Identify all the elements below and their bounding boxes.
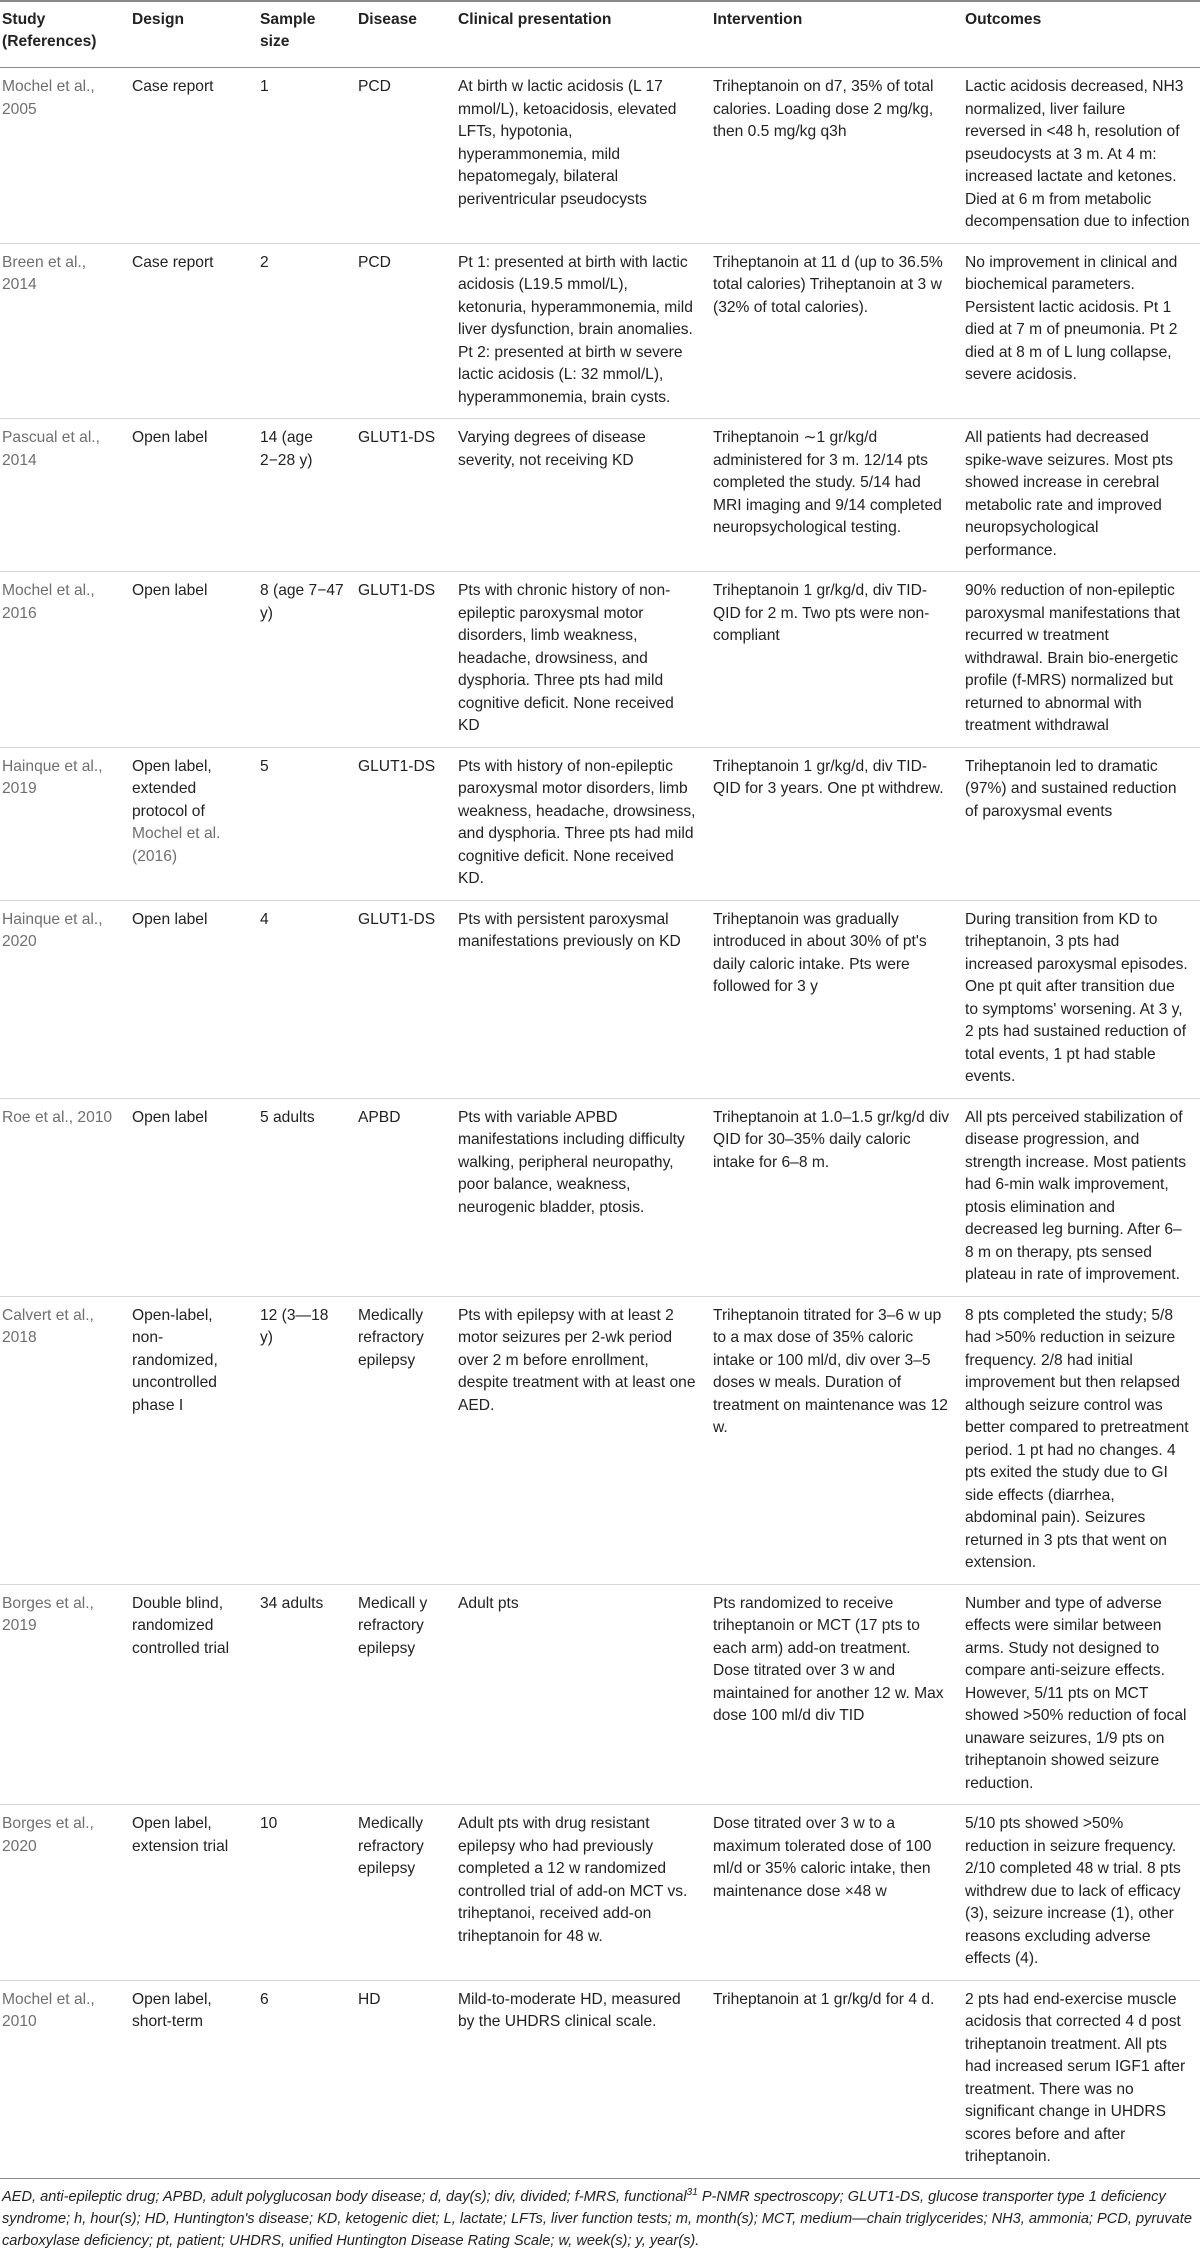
study-design — [128, 747, 256, 900]
clinical-presentation: Pt 1: presented at birth with lactic acidosis (L19.5 mmol/L), ketonuria, hyperammonemia, mild liver dysfunction, brain anomalies. Pt 2: presented at birth w severe lactic acidosis (L: 32 mmol/L), hyperammonemia, brain cysts. — [454, 243, 709, 419]
disease: Medically refractory epilepsy — [354, 1296, 454, 1584]
disease: Medically refractory epilepsy — [354, 1805, 454, 1981]
study-design: Open label — [128, 419, 256, 572]
study-reference[interactable]: Mochel et al., 2010 — [0, 1980, 128, 2178]
study-reference[interactable]: Hainque et al., 2019 — [0, 747, 128, 900]
table-footnote — [0, 2179, 1200, 2252]
sample-size: 1 — [256, 68, 354, 244]
table-row — [0, 1296, 1200, 1584]
header-disease: Disease — [354, 1, 454, 68]
table-row — [0, 1098, 1200, 1296]
intervention: Triheptanoin on d7, 35% of total calories. Loading dose 2 mg/kg, then 0.5 mg/kg q3h — [709, 68, 961, 244]
table-header-row — [0, 1, 1200, 68]
sample-size: 14 (age 2−28 y) — [256, 419, 354, 572]
header-outcomes: Outcomes — [961, 1, 1200, 68]
table-row — [0, 1805, 1200, 1981]
sample-size: 5 — [256, 747, 354, 900]
study-design: Open label — [128, 572, 256, 748]
sample-size: 5 adults — [256, 1098, 354, 1296]
disease: GLUT1-DS — [354, 572, 454, 748]
disease: GLUT1-DS — [354, 419, 454, 572]
header-clinical-presentation: Clinical presentation — [454, 1, 709, 68]
study-design: Double blind, randomized controlled trial — [128, 1584, 256, 1805]
outcomes: 90% reduction of non-epileptic paroxysmal manifestations that recurred w treatment withdrawal. Brain bio-energetic profile (f-MRS) normalized but returned to abnormal with treatment withdrawal — [961, 572, 1200, 748]
clinical-presentation: Pts with persistent paroxysmal manifestations previously on KD — [454, 900, 709, 1098]
footnote-text-start: AED, anti-epileptic drug; APBD, adult polyglucosan body disease; d, day(s); div, divided; f-MRS, functional — [2, 2188, 687, 2205]
header-study: Study (References) — [0, 1, 128, 68]
disease: PCD — [354, 243, 454, 419]
disease: GLUT1-DS — [354, 900, 454, 1098]
study-design: Open label — [128, 1098, 256, 1296]
intervention: Triheptanoin at 1.0–1.5 gr/kg/d div QID for 30–35% daily caloric intake for 6–8 m. — [709, 1098, 961, 1296]
intervention: Triheptanoin at 11 d (up to 36.5% total calories) Triheptanoin at 3 w (32% of total calories). — [709, 243, 961, 419]
sample-size: 4 — [256, 900, 354, 1098]
intervention: Triheptanoin 1 gr/kg/d, div TID-QID for 3 years. One pt withdrew. — [709, 747, 961, 900]
outcomes: All patients had decreased spike-wave seizures. Most pts showed increase in cerebral metabolic rate and improved neuropsychological performance. — [961, 419, 1200, 572]
clinical-presentation: Adult pts — [454, 1584, 709, 1805]
study-design: Open label, short-term — [128, 1980, 256, 2178]
study-reference[interactable]: Hainque et al., 2020 — [0, 900, 128, 1098]
intervention: Dose titrated over 3 w to a maximum tolerated dose of 100 ml/d or 35% caloric intake, then maintenance dose ×48 w — [709, 1805, 961, 1981]
study-design: Open label — [128, 900, 256, 1098]
outcomes: 5/10 pts showed >50% reduction in seizure frequency. 2/10 completed 48 w trial. 8 pts withdrew due to lack of efficacy (3), seizure increase (1), other reasons excluding adverse effects (4). — [961, 1805, 1200, 1981]
sample-size: 8 (age 7−47 y) — [256, 572, 354, 748]
outcomes: No improvement in clinical and biochemical parameters. Persistent lactic acidosis. Pt 1 died at 7 m of pneumonia. Pt 2 died at 8 m of L lung collapse, severe acidosis. — [961, 243, 1200, 419]
study-design-text: Open label, extended protocol of — [132, 757, 212, 820]
intervention: Triheptanoin was gradually introduced in about 30% of pt's daily caloric intake. Pts were followed for 3 y — [709, 900, 961, 1098]
table-row — [0, 68, 1200, 244]
clinical-presentation: Mild-to-moderate HD, measured by the UHDRS clinical scale. — [454, 1980, 709, 2178]
table-row — [0, 419, 1200, 572]
study-design: Case report — [128, 68, 256, 244]
footnote-superscript: 31 — [686, 2186, 698, 2198]
clinical-presentation: Pts with chronic history of non-epileptic paroxysmal motor disorders, limb weakness, headache, drowsiness, and dysphoria. Three pts had mild cognitive deficit. None received KD — [454, 572, 709, 748]
sample-size: 2 — [256, 243, 354, 419]
footnote-text-end: P-NMR spectroscopy; GLUT1-DS, glucose transporter type 1 deficiency syndrome; h, hour(s); HD, Huntington's disease; KD, ketogenic diet; L, lactate; LFTs, liver function tests; m, month(s); MCT, medium—chain triglycerides; NH3, ammonia; PCD, pyruvate carboxylase deficiency; pt, patient; UHDRS, unified Huntington Disease Rating Scale; w, week(s); y, year(s). — [2, 2188, 1192, 2249]
sample-size: 10 — [256, 1805, 354, 1981]
header-sample-size: Sample size — [256, 1, 354, 68]
table-row — [0, 900, 1200, 1098]
outcomes: Number and type of adverse effects were similar between arms. Study not designed to compare anti-seizure effects. However, 5/11 pts on MCT showed >50% reduction of focal unaware seizures, 1/9 pts on triheptanoin showed seizure reduction. — [961, 1584, 1200, 1805]
clinical-presentation: Pts with history of non-epileptic paroxysmal motor disorders, limb weakness, headache, drowsiness, and dysphoria. Three pts had mild cognitive deficit. None received KD. — [454, 747, 709, 900]
header-intervention: Intervention — [709, 1, 961, 68]
intervention: Pts randomized to receive triheptanoin or MCT (17 pts to each arm) add-on treatment. Dose titrated over 3 w and maintained for another 12 w. Max dose 100 ml/d div TID — [709, 1584, 961, 1805]
study-reference[interactable]: Borges et al., 2020 — [0, 1805, 128, 1981]
intervention: Triheptanoin at 1 gr/kg/d for 4 d. — [709, 1980, 961, 2178]
sample-size: 12 (3—18 y) — [256, 1296, 354, 1584]
disease: Medicall y refractory epilepsy — [354, 1584, 454, 1805]
disease: HD — [354, 1980, 454, 2178]
table-row — [0, 243, 1200, 419]
clinical-presentation: Adult pts with drug resistant epilepsy who had previously completed a 12 w randomized controlled trial of add-on MCT vs. triheptanoi, received add-on triheptanoin for 48 w. — [454, 1805, 709, 1981]
study-reference[interactable]: Roe et al., 2010 — [0, 1098, 128, 1296]
disease: PCD — [354, 68, 454, 244]
table-row — [0, 1980, 1200, 2178]
sample-size: 34 adults — [256, 1584, 354, 1805]
outcomes: Triheptanoin led to dramatic (97%) and sustained reduction of paroxysmal events — [961, 747, 1200, 900]
study-reference[interactable]: Mochel et al., 2016 — [0, 572, 128, 748]
clinical-presentation: Varying degrees of disease severity, not receiving KD — [454, 419, 709, 572]
clinical-presentation: At birth w lactic acidosis (L 17 mmol/L), ketoacidosis, elevated LFTs, hypotonia, hyperammonemia, mild hepatomegaly, bilateral periventricular pseudocysts — [454, 68, 709, 244]
table-row — [0, 572, 1200, 748]
intervention: Triheptanoin ∼1 gr/kg/d administered for 3 m. 12/14 pts completed the study. 5/14 had MRI imaging and 9/14 completed neuropsychological testing. — [709, 419, 961, 572]
study-reference[interactable]: Mochel et al., 2005 — [0, 68, 128, 244]
outcomes: Lactic acidosis decreased, NH3 normalized, liver failure reversed in <48 h, resolution of pseudocysts at 3 m. At 4 m: increased lactate and ketones. Died at 6 m from metabolic decompensation due to infection — [961, 68, 1200, 244]
study-design: Case report — [128, 243, 256, 419]
outcomes: 8 pts completed the study; 5/8 had >50% reduction in seizure frequency. 2/8 had initial improvement but then relapsed although seizure control was better compared to pretreatment period. 1 pt had no changes. 4 pts exited the study due to GI side effects (diarrhea, abdominal pain). Seizures returned in 3 pts that went on extension. — [961, 1296, 1200, 1584]
table-row — [0, 747, 1200, 900]
clinical-presentation: Pts with epilepsy with at least 2 motor seizures per 2-wk period over 2 m before enrollment, despite treatment with at least one AED. — [454, 1296, 709, 1584]
outcomes: All pts perceived stabilization of disease progression, and strength increase. Most patients had 6-min walk improvement, ptosis elimination and decreased leg burning. After 6–8 m on therapy, pts sensed plateau in rate of improvement. — [961, 1098, 1200, 1296]
outcomes: During transition from KD to triheptanoin, 3 pts had increased paroxysmal episodes. One pt quit after transition due to symptoms' worsening. At 3 y, 2 pts had sustained reduction of total events, 1 pt had stable events. — [961, 900, 1200, 1098]
table-row — [0, 1584, 1200, 1805]
intervention: Triheptanoin titrated for 3–6 w up to a max dose of 35% caloric intake or 100 ml/d, div over 3–5 doses w meals. Duration of treatment on maintenance was 12 w. — [709, 1296, 961, 1584]
study-reference[interactable]: Calvert et al., 2018 — [0, 1296, 128, 1584]
outcomes: 2 pts had end-exercise muscle acidosis that corrected 4 d post triheptanoin treatment. All pts had increased serum IGF1 after treatment. There was no significant change in UHDRS scores before and after triheptanoin. — [961, 1980, 1200, 2178]
design-reference-link[interactable]: Mochel et al. (2016) — [132, 825, 221, 865]
clinical-presentation: Pts with variable APBD manifestations including difficulty walking, peripheral neuropathy, poor balance, weakness, neurogenic bladder, ptosis. — [454, 1098, 709, 1296]
intervention: Triheptanoin 1 gr/kg/d, div TID-QID for 2 m. Two pts were non-compliant — [709, 572, 961, 748]
study-reference[interactable]: Borges et al., 2019 — [0, 1584, 128, 1805]
sample-size: 6 — [256, 1980, 354, 2178]
header-design: Design — [128, 1, 256, 68]
study-reference[interactable]: Breen et al., 2014 — [0, 243, 128, 419]
study-reference[interactable]: Pascual et al., 2014 — [0, 419, 128, 572]
study-design: Open-label, non-randomized, uncontrolled phase I — [128, 1296, 256, 1584]
study-design: Open label, extension trial — [128, 1805, 256, 1981]
disease: GLUT1-DS — [354, 747, 454, 900]
disease: APBD — [354, 1098, 454, 1296]
